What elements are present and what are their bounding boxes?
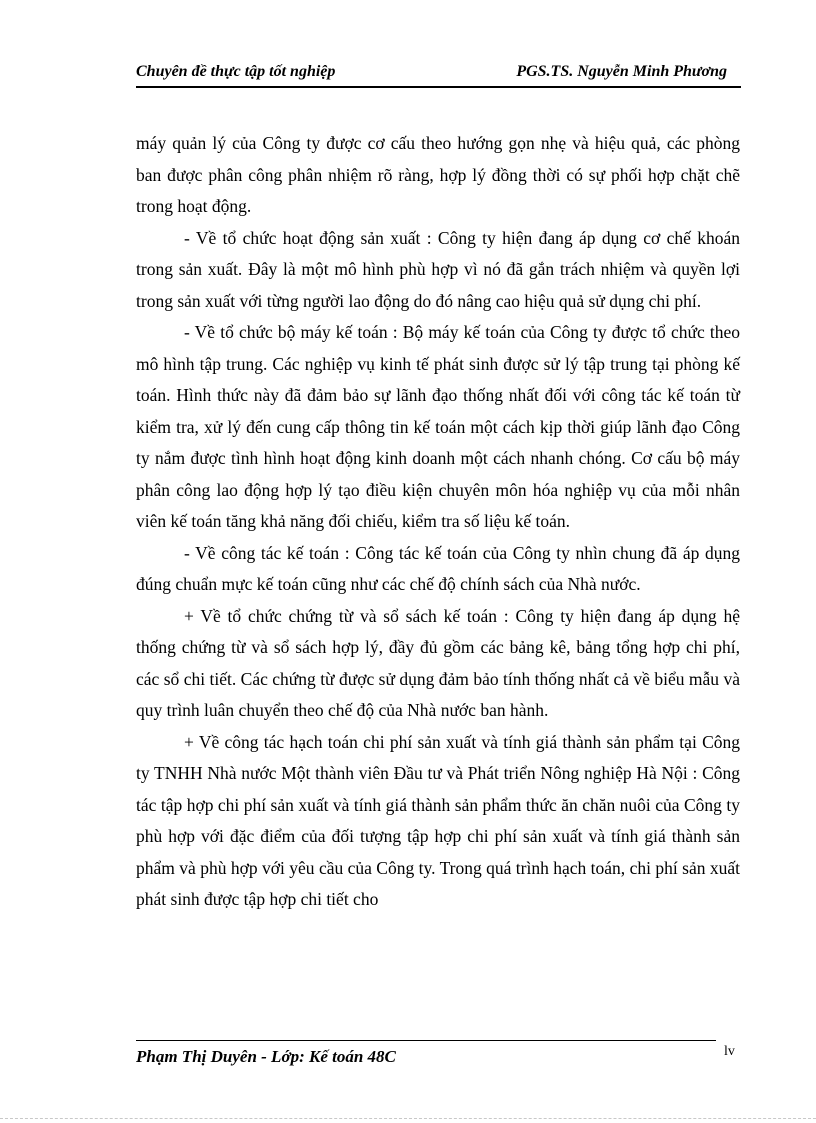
page-header [136, 63, 741, 87]
footer-divider [136, 1040, 716, 1041]
paragraph-production: - Về tổ chức hoạt động sản xuất : Công ty hiện đang áp dụng cơ chế khoán trong sản xuất. Đây là một mô hình phù hợp vì nó đã gắn trách nhiệm và quyền lợi trong sản xuất với từng người lao động do đó nâng cao hiệu quả sử dụng chi phí. [136, 227, 740, 311]
paragraph-cost-accounting: + Về công tác hạch toán chi phí sản xuất và tính giá thành sản phẩm tại Công ty TNHH Nhà nước Một thành viên Đầu tư và Phát triển Nông nghiệp Hà Nội : Công tác tập hợp chi phí sản xuất và tính giá thành sản phẩm thức ăn chăn nuôi của Công ty phù hợp với đặc điểm của đối tượng tập hợp chi phí sản xuất và tính giá thành sản phẩm và phù hợp với yêu cầu của Công ty. Trong quá trình hạch toán, chi phí sản xuất phát sinh được tập hợp chi tiết cho [136, 731, 740, 909]
page-number: lv [724, 1044, 735, 1059]
document-body [136, 128, 740, 916]
paragraph-accounting-work: - Về công tác kế toán : Công tác kế toán của Công ty nhìn chung đã áp dụng đúng chuẩn mực kế toán cũng như các chế độ chính sách của Nhà nước. [136, 542, 740, 594]
header-document-title: Chuyên đề thực tập tốt nghiệp [136, 63, 336, 80]
paragraph-accounting-structure: - Về tổ chức bộ máy kế toán : Bộ máy kế toán của Công ty được tổ chức theo mô hình tập trung. Các nghiệp vụ kinh tế phát sinh được sử lý tập trung tại phòng kế toán. Hình thức này đã đảm bảo sự lãnh đạo thống nhất đối với công tác kế toán từ kiểm tra, xử lý đến cung cấp thông tin kế toán một cách kịp thời giúp lãnh đạo Công ty nắm được tình hình hoạt động kinh doanh một cách nhanh chóng. Cơ cấu bộ máy phân công lao động hợp lý tạo điều kiện chuyên môn hóa nghiệp vụ của mỗi nhân viên kế toán tăng khả năng đối chiếu, kiểm tra số liệu kế toán. [136, 322, 740, 531]
header-divider [136, 86, 741, 88]
paragraph-vouchers-books: + Về tổ chức chứng từ và sổ sách kế toán : Công ty hiện đang áp dụng hệ thống chứng từ và sổ sách hợp lý, đầy đủ gồm các bảng kê, bảng tổng hợp chi phí, các sổ chi tiết. Các chứng từ được sử dụng đảm bảo tính thống nhất cả về biểu mẫu và quy trình luân chuyển theo chế độ của Nhà nước ban hành. [136, 605, 740, 720]
footer-author: Phạm Thị Duyên - Lớp: Kế toán 48C [136, 1047, 396, 1066]
header-supervisor: PGS.TS. Nguyễn Minh Phương [516, 63, 727, 80]
page-edge [0, 1118, 816, 1119]
paragraph-continuation: máy quản lý của Công ty được cơ cấu theo hướng gọn nhẹ và hiệu quả, các phòng ban được phân công phân nhiệm rõ ràng, hợp lý đồng thời có sự phối hợp chặt chẽ trong hoạt động. [136, 133, 740, 216]
